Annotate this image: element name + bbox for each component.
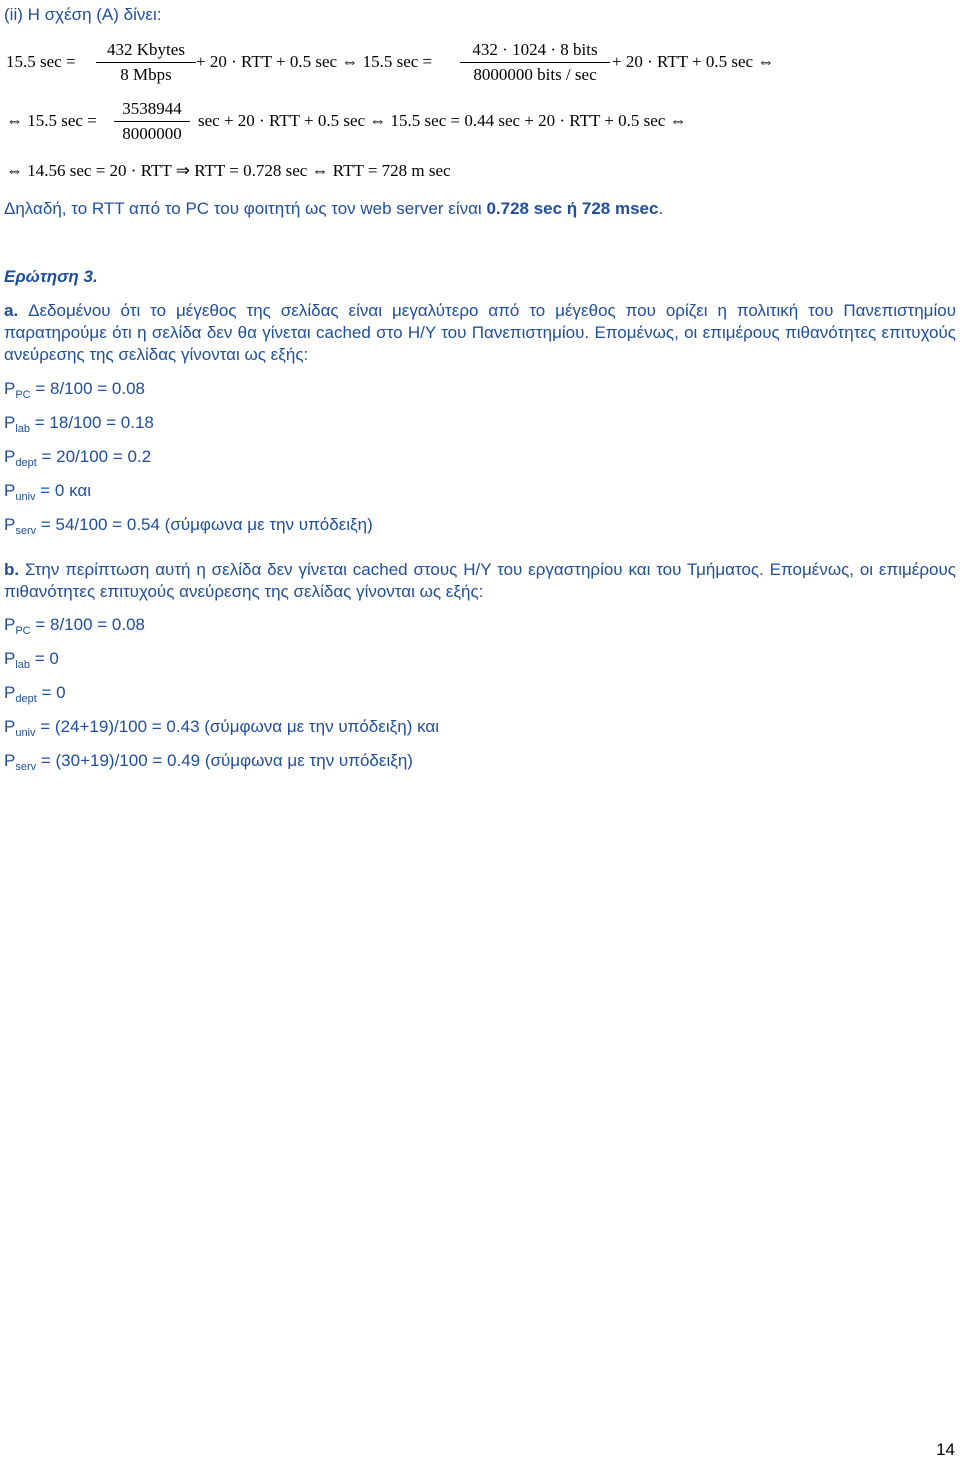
prob-subscript: PC xyxy=(15,389,31,401)
conclusion-value: 0.728 sec ή 728 msec xyxy=(486,199,659,218)
prob-b-lab xyxy=(4,648,59,676)
prob-a-univ xyxy=(4,480,91,508)
part-a-paragraph xyxy=(4,300,956,366)
prob-subscript: serv xyxy=(15,761,37,773)
prob-symbol: P xyxy=(4,447,16,466)
eq1-tail: + 20 · RTT + 0.5 sec ⇔ xyxy=(612,52,775,71)
prob-b-univ xyxy=(4,716,439,744)
prob-symbol: P xyxy=(4,379,16,398)
prob-symbol: P xyxy=(4,683,16,702)
prob-subscript: univ xyxy=(15,491,36,503)
prob-value: = 20/100 = 0.2 xyxy=(36,447,152,466)
prob-subscript: dept xyxy=(15,457,37,469)
prob-value: = 8/100 = 0.08 xyxy=(30,379,146,398)
prob-subscript: serv xyxy=(15,525,37,537)
eq2-lhs: ⇔ 15.5 sec = xyxy=(6,111,97,130)
rtt-conclusion xyxy=(4,198,663,220)
page-number: 14 xyxy=(936,1440,955,1459)
eq2-fraction xyxy=(114,99,190,144)
prob-b-pc xyxy=(4,614,145,642)
prob-symbol: P xyxy=(4,413,16,432)
prob-subscript: dept xyxy=(15,693,37,705)
prob-a-serv xyxy=(4,514,373,542)
prob-symbol: P xyxy=(4,615,16,634)
equation-line-3: ⇔ 14.56 sec = 20 · RTT ⇒ RTT = 0.728 sec ⇔ RTT = 728 m sec xyxy=(6,161,451,180)
prob-symbol: P xyxy=(4,515,16,534)
eq1-frac2-denominator: 8000000 bits / sec xyxy=(473,65,597,84)
prob-value: = (24+19)/100 = 0.43 (σύμφωνα με την υπόδειξη) και xyxy=(35,717,439,736)
eq1-frac1-numerator: 432 Kbytes xyxy=(96,40,196,63)
part-b-text: Στην περίπτωση αυτή η σελίδα δεν γίνεται cached στους Η/Υ του εργαστηρίου και του Τμήματος. Επομένως, οι επιμέρους πιθανότητες επιτυχούς ανεύρεσης της σελίδας γίνονται ως εξής: xyxy=(4,560,956,601)
prob-value: = 18/100 = 0.18 xyxy=(30,413,154,432)
prob-value: = 0 xyxy=(30,649,59,668)
prob-b-serv xyxy=(4,750,413,778)
prob-value: = 0 xyxy=(36,683,66,702)
part-b-label: b. xyxy=(4,560,20,579)
prob-value: = 54/100 = 0.54 (σύμφωνα με την υπόδειξη) xyxy=(36,515,373,534)
prob-subscript: univ xyxy=(15,727,36,739)
prob-subscript: lab xyxy=(15,423,31,435)
prob-value: = 0 και xyxy=(35,481,91,500)
prob-symbol: P xyxy=(4,717,16,736)
part-b-paragraph xyxy=(4,559,956,603)
part-a-label: a. xyxy=(4,301,19,320)
eq1-frac1-denominator: 8 Mbps xyxy=(120,65,172,84)
eq1-lhs: 15.5 sec = xyxy=(6,52,76,71)
conclusion-prefix: Δηλαδή, το RTT από το PC του φοιτητή ως τον web server είναι xyxy=(4,199,487,218)
prob-symbol: P xyxy=(4,481,16,500)
conclusion-suffix: . xyxy=(658,199,664,218)
eq1-fraction-2 xyxy=(460,40,610,85)
eq1-fraction-1 xyxy=(96,40,196,85)
eq2-frac-denominator: 8000000 xyxy=(122,124,182,143)
part-a-text: Δεδομένου ότι το μέγεθος της σελίδας είναι μεγαλύτερο από το μέγεθος που ορίζει η πολιτική του Πανεπιστημίου παρατηρούμε ότι η σελίδα δεν θα γίνεται cached στο Η/Υ του Πανεπιστημίου. Επομένως, οι επιμέρους πιθανότητες επιτυχούς ανεύρεσης της σελίδας γίνονται ως εξής: xyxy=(4,301,956,364)
eq2-tail: sec + 20 · RTT + 0.5 sec ⇔ 15.5 sec = 0.44 sec + 20 · RTT + 0.5 sec ⇔ xyxy=(198,111,687,130)
prob-symbol: P xyxy=(4,751,16,770)
question-3-heading: Ερώτηση 3. xyxy=(4,267,98,286)
prob-subscript: PC xyxy=(15,625,31,637)
prob-subscript: lab xyxy=(15,659,31,671)
prob-b-dept xyxy=(4,682,66,710)
section-heading-ii: (ii) Η σχέση (Α) δίνει: xyxy=(4,5,162,24)
prob-a-dept xyxy=(4,446,151,474)
prob-symbol: P xyxy=(4,649,16,668)
prob-a-pc xyxy=(4,378,145,406)
prob-a-lab xyxy=(4,412,154,440)
prob-value: = (30+19)/100 = 0.49 (σύμφωνα με την υπόδειξη) xyxy=(36,751,413,770)
prob-value: = 8/100 = 0.08 xyxy=(30,615,146,634)
eq1-frac2-numerator: 432 · 1024 · 8 bits xyxy=(460,40,610,63)
eq1-middle: + 20 · RTT + 0.5 sec ⇔ 15.5 sec = xyxy=(196,52,433,71)
eq2-frac-numerator: 3538944 xyxy=(114,99,190,122)
